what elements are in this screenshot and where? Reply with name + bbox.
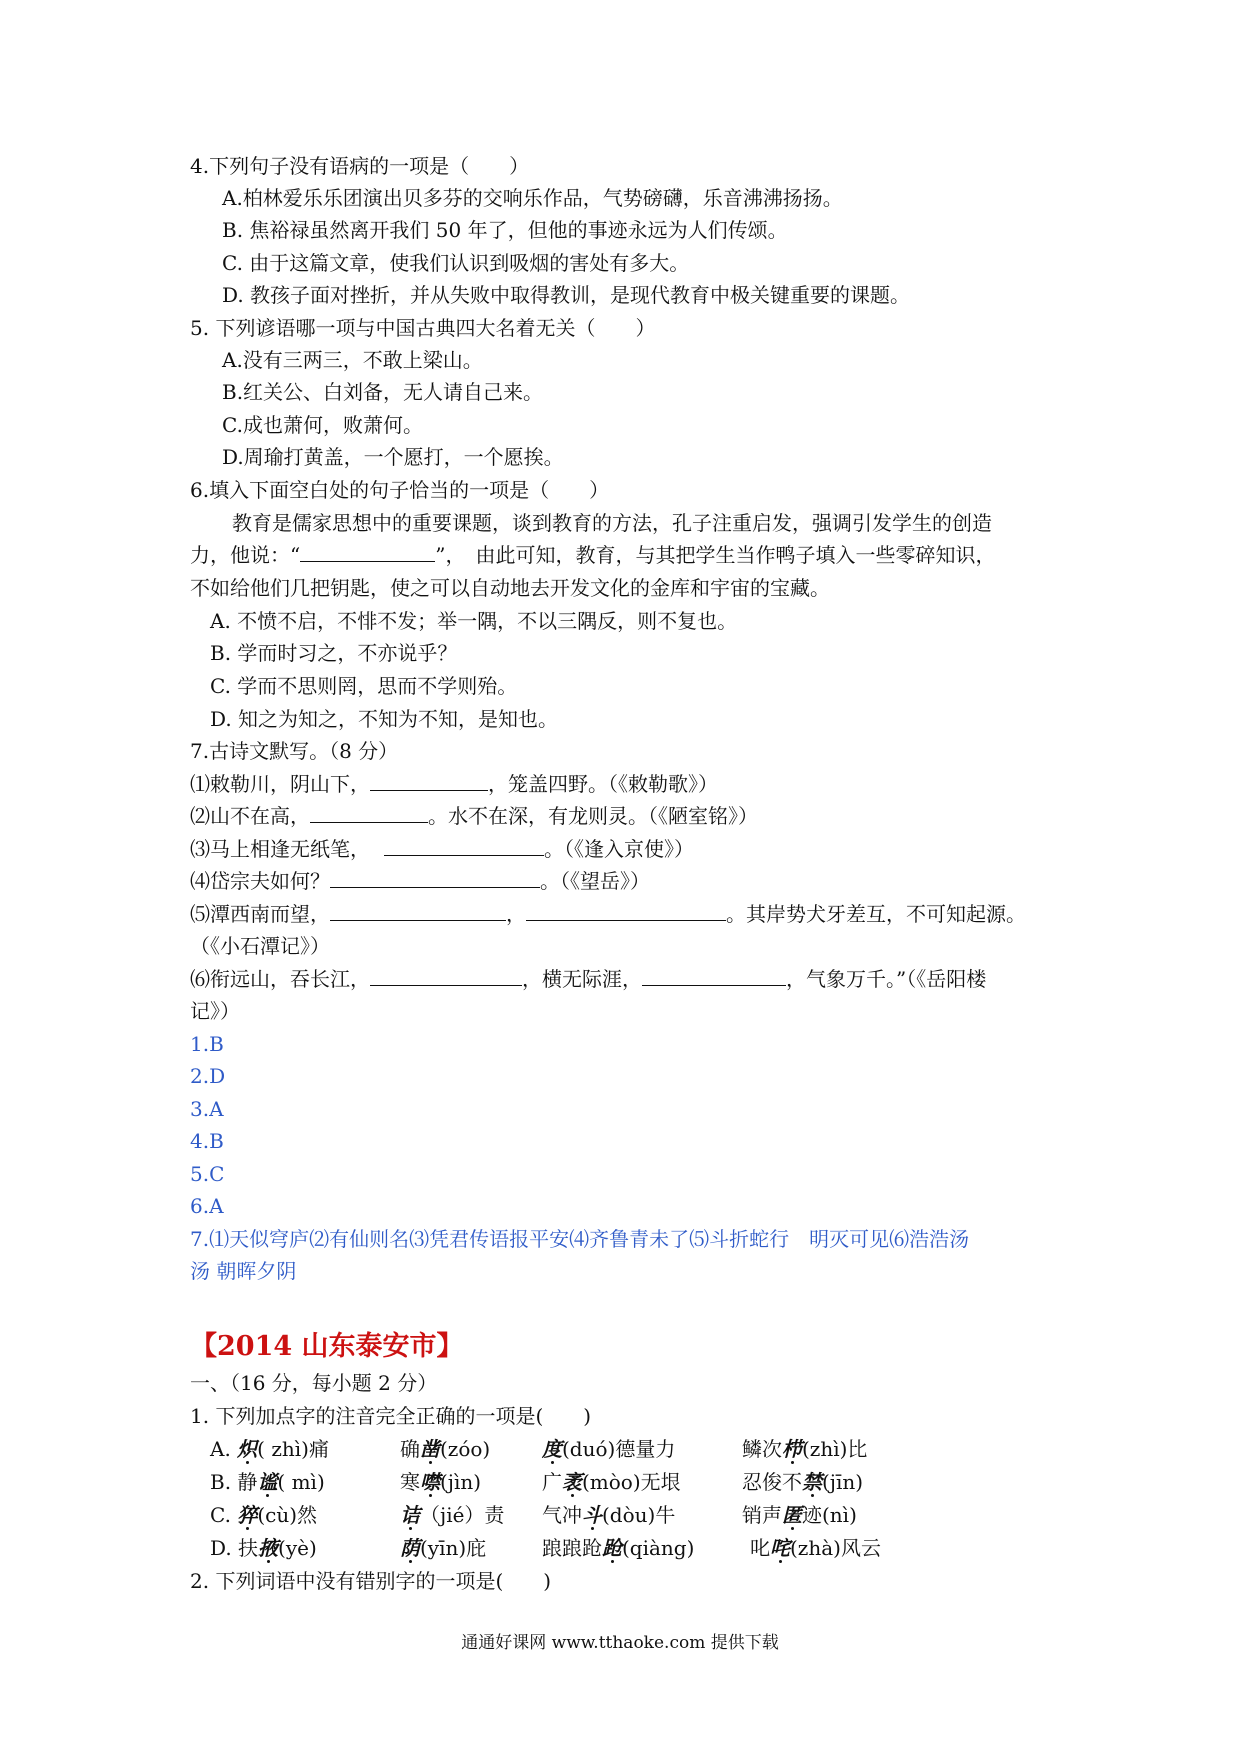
q7-line-1-text: ⑴敕勒川，阴山下，: [190, 772, 370, 796]
answer-3: 3.A: [190, 1097, 224, 1121]
q5-option-b: B.红关公、白刘备，无人请自己来。: [222, 380, 544, 404]
row-a-item-2-pre: 确: [400, 1437, 420, 1461]
row-a-dotted-char-3: 度: [542, 1437, 562, 1461]
row-a-item-2-rest: (zóo): [440, 1437, 491, 1461]
q7-line-4: [190, 866, 650, 896]
row-d-dotted-char-1: 掖: [258, 1536, 279, 1560]
row-a-item-4: [742, 1434, 867, 1464]
row-d-item-2-rest: (yīn)庇: [420, 1536, 487, 1560]
section-intro: 一、（16 分，每小题 2 分）: [190, 1371, 438, 1395]
row-b-item-3: [542, 1467, 681, 1497]
q5-option-a: A.没有三两三，不敢上梁山。: [222, 348, 483, 372]
row-a-item-3: [542, 1434, 675, 1464]
row-c-item-3: [542, 1500, 675, 1530]
q7-stem: 7.古诗文默写。（8 分）: [190, 739, 399, 763]
q7-blank-6a[interactable]: [370, 967, 522, 986]
q7-line-1-tail: ，笼盖四野。（《敕勒歌》）: [488, 772, 718, 796]
row-b-dotted-char-1: 谧: [257, 1470, 278, 1494]
row-b-item-3-rest: (mòo)无垠: [582, 1470, 681, 1494]
q5-option-d: D.周瑜打黄盖，一个愿打，一个愿挨。: [222, 445, 564, 469]
q6-passage-line-1: 教育是儒家思想中的重要课题，谈到教育的方法，孔子注重启发，强调引发学生的创造: [232, 511, 992, 535]
q6-stem: 6.填入下面空白处的句子恰当的一项是（ ）: [190, 478, 610, 502]
q6-passage-text-2: ”， 由此可知，教育，与其把学生当作鸭子填入一些零碎知识，: [435, 543, 996, 567]
q2-stem: 2. 下列词语中没有错别字的一项是( ): [190, 1569, 552, 1593]
answer-7-line-2: 汤 朝晖夕阴: [190, 1259, 297, 1283]
answer-5: 5.C: [190, 1162, 225, 1186]
row-b-item-4: [742, 1467, 863, 1497]
row-b-dotted-char-3: 袤: [562, 1470, 582, 1494]
q7-line-5-source: （《小石潭记》）: [190, 934, 330, 958]
q7-line-6-text: ⑹衔远山，吞长江，: [190, 967, 370, 991]
row-b-item-2-pre: 寒: [400, 1470, 420, 1494]
row-a-dotted-char-1: 炽: [237, 1437, 258, 1461]
answer-6: 6.A: [190, 1194, 224, 1218]
row-d-label: D.: [210, 1536, 232, 1560]
row-c-item-1-rest: (cù)然: [257, 1503, 317, 1527]
q7-line-5-comma: ，: [506, 902, 526, 926]
q7-line-5-tail: 。其岸势犬牙差互，不可知起源。: [726, 902, 1026, 926]
row-c-dotted-char-2: 诘: [400, 1503, 420, 1527]
row-d-item-4: [750, 1533, 881, 1563]
row-c-label: C.: [210, 1503, 231, 1527]
q7-blank-6b[interactable]: [642, 967, 786, 986]
row-b-item-4-pre: 忍俊不: [742, 1470, 802, 1494]
q7-line-4-tail: 。（《望岳》）: [540, 869, 650, 893]
row-c-dotted-char-1: 猝: [237, 1503, 258, 1527]
row-c-item-3-rest: (dòu)牛: [602, 1503, 676, 1527]
row-d-dotted-char-4: 咤: [770, 1536, 790, 1560]
answer-1: 1.B: [190, 1032, 224, 1056]
answer-2: 2.D: [190, 1064, 226, 1088]
q6-option-a: A. 不愤不启，不悱不发；举一隅，不以三隅反，则不复也。: [210, 609, 738, 633]
q6-blank[interactable]: [300, 543, 435, 562]
row-c-item-4: [742, 1500, 857, 1530]
q7-blank-5a[interactable]: [330, 902, 506, 921]
q7-line-3-tail: 。（《逢入京使》）: [544, 837, 694, 861]
q6-passage-text: 力，他说：“: [190, 543, 301, 567]
q4-stem: 4.下列句子没有语病的一项是（ ）: [190, 154, 530, 178]
q7-line-3: [190, 834, 694, 864]
q1-row-b: [210, 1467, 325, 1497]
q7-blank-5b[interactable]: [526, 902, 726, 921]
q7-line-6-mid: ，横无际涯，: [522, 967, 642, 991]
q6-option-c: C. 学而不思则罔，思而不学则殆。: [210, 674, 518, 698]
row-b-item-1-rest: ( mì): [277, 1470, 325, 1494]
answer-4: 4.B: [190, 1129, 224, 1153]
row-a-item-1: ( zhì)痛: [257, 1437, 329, 1461]
q7-line-4-text: ⑷岱宗夫如何？: [190, 869, 330, 893]
q1-row-a: [210, 1434, 329, 1464]
q7-line-6-tail: ，气象万千。”（《岳阳楼: [786, 967, 987, 991]
q7-line-2-tail: 。水不在深，有龙则灵。（《陋室铭》）: [428, 804, 758, 828]
row-b-item-4-rest: (jīn): [822, 1470, 864, 1494]
q7-blank-3[interactable]: [384, 837, 544, 856]
q7-blank-4[interactable]: [330, 869, 540, 888]
row-d-item-3: [542, 1533, 694, 1563]
row-a-label: A.: [210, 1437, 231, 1461]
q5-stem: 5. 下列谚语哪一项与中国古典四大名着无关（ ）: [190, 316, 656, 340]
row-b-item-2: [400, 1467, 481, 1497]
q7-blank-1[interactable]: [370, 772, 488, 791]
q7-line-5-text: ⑸潭西南而望，: [190, 902, 330, 926]
q7-blank-2[interactable]: [310, 804, 428, 823]
section-heading: 【2014 山东泰安市】: [190, 1331, 464, 1362]
row-c-item-2-rest: （jié）责: [420, 1503, 505, 1527]
q7-line-6-source: 记》）: [190, 999, 240, 1023]
row-a-dotted-char-4: 栉: [782, 1437, 802, 1461]
row-d-item-3-pre: 踉踉跄: [542, 1536, 602, 1560]
q1-stem: 1. 下列加点字的注音完全正确的一项是( ): [190, 1404, 592, 1428]
answer-7-line-1: 7.⑴天似穹庐⑵有仙则名⑶凭君传语报平安⑷齐鲁青未了⑸斗折蛇行 明灭可见⑹浩浩汤: [190, 1227, 970, 1251]
row-c-dotted-char-4: 匿: [782, 1503, 802, 1527]
q7-line-2-text: ⑵山不在高，: [190, 804, 310, 828]
row-d-dotted-char-2: 荫: [400, 1536, 420, 1560]
row-b-item-1-pre: 静: [237, 1470, 258, 1494]
row-c-dotted-char-3: 斗: [582, 1503, 602, 1527]
row-d-item-4-pre: 叱: [750, 1536, 770, 1560]
row-b-dotted-char-4: 禁: [802, 1470, 822, 1494]
q4-option-d: D. 教孩子面对挫折，并从失败中取得教训，是现代教育中极关键重要的课题。: [222, 283, 911, 307]
row-a-item-4-rest: (zhì)比: [802, 1437, 868, 1461]
q7-line-6: [190, 964, 986, 994]
row-c-item-4-pre: 销声: [742, 1503, 782, 1527]
q6-option-d: D. 知之为知之，不知为不知，是知也。: [210, 707, 559, 731]
q1-row-d: [210, 1533, 317, 1563]
row-d-dotted-char-3: 跄: [602, 1536, 622, 1560]
q7-line-5: [190, 899, 1026, 929]
row-d-item-1-rest: (yè): [278, 1536, 317, 1560]
q5-option-c: C.成也萧何，败萧何。: [222, 413, 423, 437]
row-a-item-4-pre: 鳞次: [742, 1437, 782, 1461]
row-c-item-2: [400, 1500, 504, 1530]
row-d-item-3-rest: (qiàng): [622, 1536, 695, 1560]
q7-line-3-text: ⑶马上相逢无纸笔，: [190, 837, 370, 861]
row-b-item-3-pre: 广: [542, 1470, 562, 1494]
q6-passage-line-3: 不如给他们几把钥匙，使之可以自动地去开发文化的金库和宇宙的宝藏。: [190, 576, 830, 600]
row-a-item-2: [400, 1434, 490, 1464]
row-d-item-2: [400, 1533, 486, 1563]
row-c-item-3-pre: 气冲: [542, 1503, 582, 1527]
q4-option-b: B. 焦裕禄虽然离开我们 50 年了，但他的事迹永远为人们传颂。: [222, 218, 788, 242]
row-c-item-4-rest: 迹(nì): [802, 1503, 857, 1527]
q4-option-a: A.柏林爱乐乐团演出贝多芬的交响乐作品，气势磅礴，乐音沸沸扬扬。: [222, 186, 843, 210]
q6-option-b: B. 学而时习之，不亦说乎？: [210, 641, 458, 665]
q7-line-1: [190, 769, 718, 799]
row-d-item-1-pre: 扶: [238, 1536, 259, 1560]
q6-passage-line-2: [190, 540, 995, 570]
row-b-dotted-char-2: 噤: [420, 1470, 440, 1494]
q7-line-2: [190, 801, 758, 831]
row-a-dotted-char-2: 凿: [420, 1437, 440, 1461]
row-b-label: B.: [210, 1470, 232, 1494]
q1-row-c: [210, 1500, 317, 1530]
page-footer: 通通好课网 www.tthaoke.com 提供下载: [461, 1633, 779, 1653]
row-d-item-4-rest: (zhà)风云: [790, 1536, 881, 1560]
row-a-item-3-rest: (duó)德量力: [562, 1437, 676, 1461]
q4-option-c: C. 由于这篇文章，使我们认识到吸烟的害处有多大。: [222, 251, 690, 275]
row-b-item-2-rest: (jìn): [440, 1470, 482, 1494]
